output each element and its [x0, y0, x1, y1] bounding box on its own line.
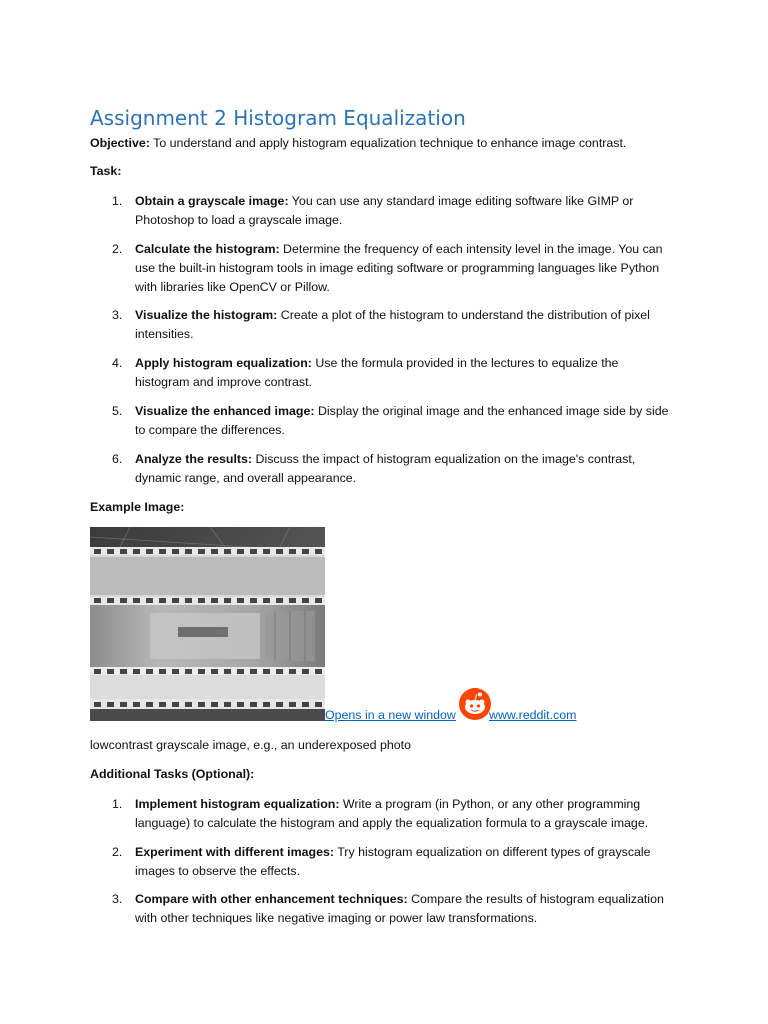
example-photo [90, 527, 325, 721]
additional-heading: Additional Tasks (Optional): [90, 767, 255, 781]
task-heading: Task: [90, 164, 122, 178]
example-heading: Example Image: [90, 500, 185, 514]
objective-label: Objective: [90, 136, 150, 150]
objective-text: To understand and apply histogram equalization technique to enhance image contrast. [149, 136, 627, 150]
reddit-icon[interactable] [459, 688, 491, 720]
page-title: Assignment 2 Histogram Equalization [90, 106, 466, 130]
objective-paragraph [90, 134, 626, 153]
film-strip-image [90, 527, 325, 721]
opens-new-window-link[interactable]: Opens in a new window [325, 708, 456, 722]
reddit-link[interactable]: www.reddit.com [489, 708, 577, 722]
document-page: Assignment 2 Histogram Equalization Objective: To understand and apply histogram equalization technique to enhance image contrast. Task: 1. Obtain a grayscale image: You can use any standard image editing software like GIMP or Photoshop to load a grayscale image. 2. Calculate the histogram: Determine the frequency of each intensity level in the image. You can use the built-in histogram tools in image editing software or programming languages like Python with libraries like OpenCV or Pillow. 3. Visualize the histogram: Create a plot of the histogram to understand the distribution of pixel intensities. 4. Apply histogram equalization: Use the formula provided in the lectures to equalize the histogram and improve contrast. 5. Visualize the enhanced image: Display the original image and the enhanced image side by side to compare the differences. 6. Analyze the results: Discuss the impact of histogram equalization on the image's contrast, dynamic range, and overall appearance. Example Image: Opens in a new window www.reddit.com lowcontrast grayscale image, e.g., an underexposed photo Additional Tasks (Optional): 1. Implement histogram equalization: Write a program (in Python, or any other programming language) to calculate the histogram and apply the equalization formula to a grayscale image. 2. Experiment with different images: Try histogram equalization on different types of grayscale images to observe the effects. 3. Compare with other enhancement techniques: Compare the results of histogram equalization with other techniques like negative imaging or power law transformations. [90, 106, 669, 925]
image-caption: lowcontrast grayscale image, e.g., an underexposed photo [90, 738, 411, 752]
